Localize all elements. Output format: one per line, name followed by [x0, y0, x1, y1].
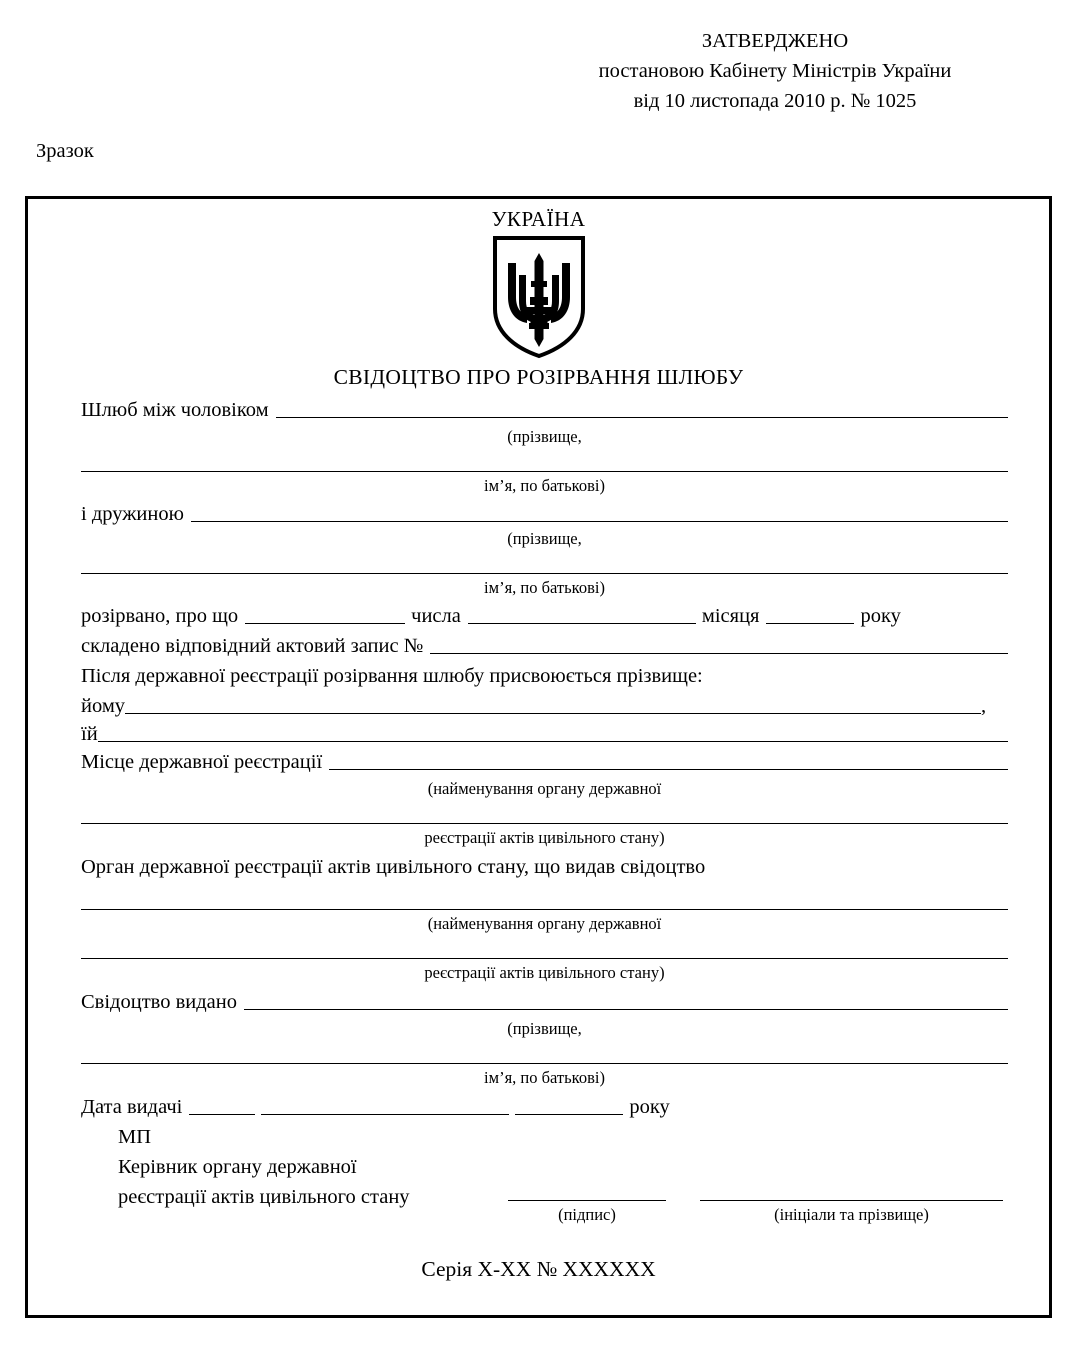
day-word: числа	[411, 605, 461, 627]
signature-input[interactable]	[508, 1200, 666, 1201]
dissolution-year-input[interactable]	[766, 622, 854, 624]
his-surname-row	[81, 695, 981, 718]
issued-to-name-input[interactable]	[81, 1063, 1008, 1064]
after-registration-label: Після державної реєстрації розірвання шлюбу присвоюється прізвище:	[81, 665, 703, 687]
husband-surname-caption: (прізвище,	[507, 427, 582, 446]
sample-label: Зразок	[36, 140, 94, 162]
wife-surname-caption: (прізвище,	[507, 529, 582, 548]
issue-date-row	[81, 1096, 781, 1119]
issue-date-day-input[interactable]	[189, 1113, 255, 1115]
registration-place-label: Місце державної реєстрації	[81, 751, 323, 773]
issued-to-surname-caption: (прізвище,	[507, 1019, 582, 1038]
issued-to-name-caption: ім’я, по батькові)	[484, 1068, 605, 1087]
husband-field-row	[81, 399, 1008, 422]
husband-surname-input[interactable]	[276, 416, 1008, 418]
issuing-body-input-1[interactable]	[81, 909, 1008, 910]
certificate-frame	[25, 196, 1052, 1318]
month-word: місяця	[701, 605, 760, 627]
wife-name-caption: ім’я, по батькові)	[484, 578, 605, 597]
head-title-line-2: реєстрації актів цивільного стану	[118, 1186, 410, 1208]
head-title-line-1: Керівник органу державної	[118, 1156, 357, 1178]
wife-name-input[interactable]	[81, 573, 1008, 574]
signature-caption: (підпис)	[558, 1205, 616, 1224]
series-number: Серія Х-ХХ № ХХХХХХ	[421, 1257, 656, 1281]
approval-line-2: постановою Кабінету Міністрів України	[598, 60, 952, 82]
initials-surname-input[interactable]	[700, 1200, 1003, 1201]
her-label: їй	[81, 723, 98, 745]
certificate-title: СВІДОЦТВО ПРО РОЗІРВАННЯ ШЛЮБУ	[333, 365, 744, 389]
approval-block	[520, 26, 1030, 116]
issue-date-year-word: року	[629, 1096, 670, 1118]
husband-name-caption: ім’я, по батькові)	[484, 476, 605, 495]
issue-date-month-input[interactable]	[261, 1113, 509, 1115]
wife-surname-input[interactable]	[191, 520, 1008, 522]
dissolved-label: розірвано, про що	[81, 605, 239, 627]
stamp-place-label: МП	[118, 1126, 152, 1148]
registration-place-row	[81, 751, 1008, 774]
act-record-number-input[interactable]	[430, 652, 1008, 654]
initials-surname-caption: (ініціали та прізвище)	[774, 1205, 929, 1224]
issuing-body-caption-2: реєстрації актів цивільного стану)	[424, 963, 665, 982]
her-surname-input[interactable]	[98, 740, 1008, 742]
his-label: йому	[81, 695, 126, 717]
approval-line-1: ЗАТВЕРДЖЕНО	[701, 30, 849, 52]
registration-place-caption-2: реєстрації актів цивільного стану)	[424, 828, 665, 847]
issuing-body-label: Орган державної реєстрації актів цивільного стану, що видав свідоцтво	[81, 856, 706, 878]
wife-field-row	[81, 503, 1008, 526]
issued-to-row	[81, 991, 1008, 1014]
issue-date-label: Дата видачі	[81, 1096, 183, 1118]
registration-place-input-2[interactable]	[81, 823, 1008, 824]
registration-place-input[interactable]	[329, 768, 1008, 770]
husband-name-input[interactable]	[81, 471, 1008, 472]
country-name: УКРАЇНА	[491, 207, 586, 231]
act-record-label: складено відповідний актовий запис №	[81, 635, 424, 657]
issuing-body-input-2[interactable]	[81, 958, 1008, 959]
year-word: року	[860, 605, 901, 627]
act-record-row	[81, 635, 1008, 658]
approval-line-3: від 10 листопада 2010 р. № 1025	[633, 90, 917, 112]
issuing-body-caption-1: (найменування органу державної	[427, 914, 662, 933]
his-surname-trailing-comma: ,	[981, 695, 987, 717]
issue-date-year-input[interactable]	[515, 1113, 623, 1115]
dissolution-date-row	[81, 605, 1008, 628]
registration-place-caption-1: (найменування органу державної	[427, 779, 662, 798]
issued-to-label: Свідоцтво видано	[81, 991, 237, 1013]
issued-to-surname-input[interactable]	[244, 1008, 1008, 1010]
her-surname-row	[81, 723, 1008, 746]
wife-label: і дружиною	[81, 503, 184, 525]
dissolution-day-input[interactable]	[245, 622, 405, 624]
dissolution-month-input[interactable]	[468, 622, 696, 624]
ukraine-trident-coat-of-arms-icon	[491, 235, 587, 359]
his-surname-input[interactable]	[125, 712, 981, 714]
husband-label: Шлюб між чоловіком	[81, 399, 269, 421]
